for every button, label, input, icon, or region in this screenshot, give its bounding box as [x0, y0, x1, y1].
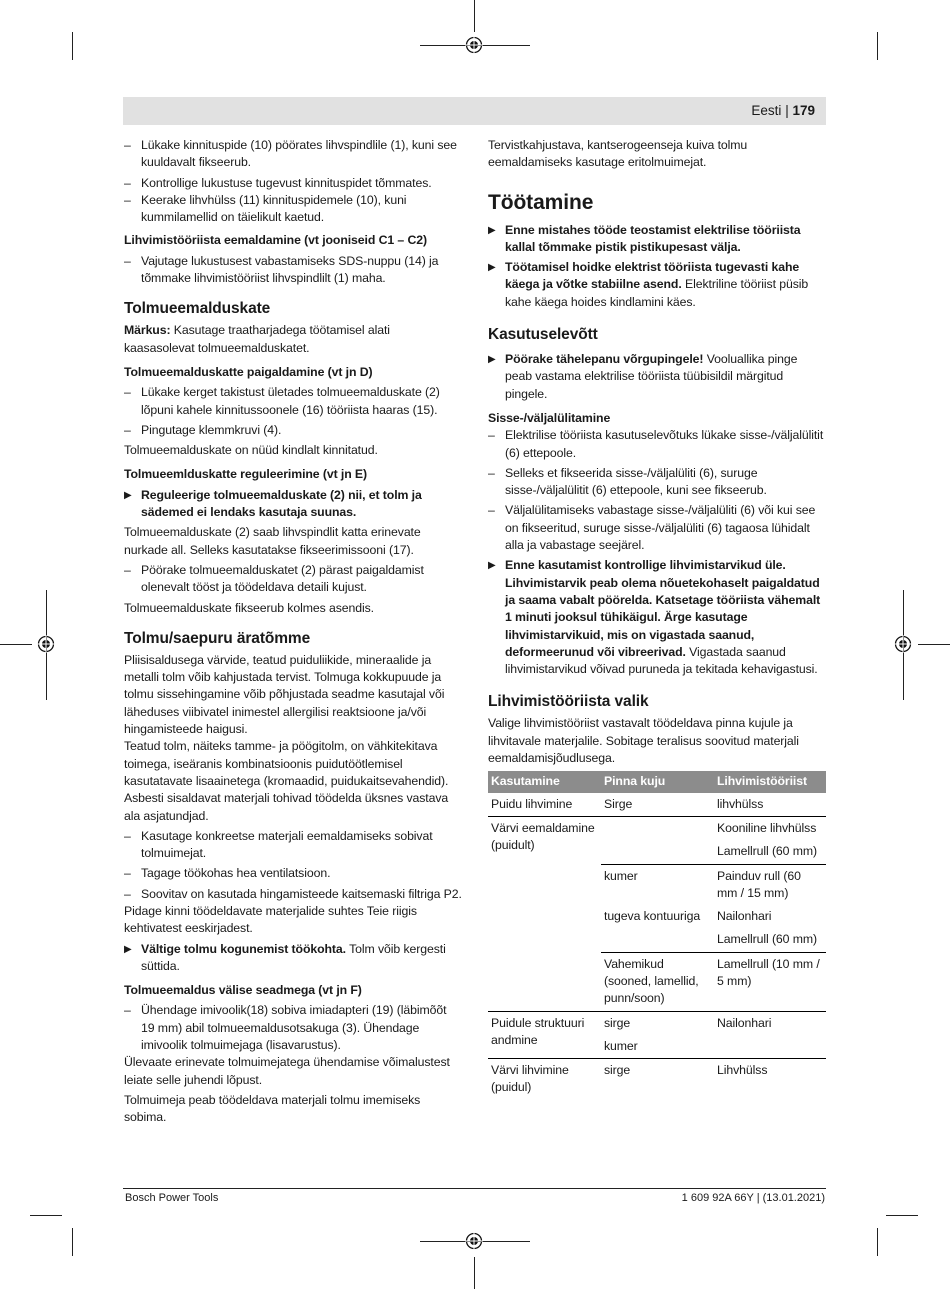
paragraph: Ülevaate erinevate tolmuimejatega ühendamise võimalustest leiate selle juhendi lõpust. — [124, 1055, 450, 1087]
footer-brand: Bosch Power Tools — [125, 1192, 219, 1204]
crop-mark — [474, 0, 475, 32]
header-separator: | — [785, 103, 789, 118]
crop-mark — [474, 1257, 475, 1289]
table-cell — [601, 928, 714, 952]
header-language: Eesti — [751, 103, 782, 118]
heading-work: Töötamine — [488, 190, 594, 214]
subheading-remove: Lihvimistööriista eemaldamine (vt jooniseid C1 – C2) — [124, 233, 427, 248]
registration-mark-icon — [465, 1232, 483, 1250]
table-cell: Puidule struktuuri andmine — [491, 1015, 585, 1047]
right-column — [488, 137, 826, 1100]
table-cell: Painduv rull (60 mm / 15 mm) — [714, 864, 826, 905]
list-item: – Lükake kinnituspide (10) pöörates lihvspindlile (1), kuni see kuuldavalt fikseerub. — [124, 138, 457, 170]
registration-mark-icon — [465, 36, 483, 54]
page-number: 179 — [792, 103, 815, 118]
note: Märkus: Kasutage traatharjadega töötamisel alati kaasasolevat tolmueemalduskatet. — [124, 323, 390, 355]
subheading-adjust: Tolmueemlduskatte reguleerimine (vt jn E) — [124, 467, 368, 482]
table-cell: Lamellrull (10 mm / 5 mm) — [714, 952, 826, 1011]
list-item: – Soovitav on kasutada hingamisteede kaitsemaski filtriga P2. — [124, 886, 462, 901]
warning-item: ▶ Pöörake tähelepanu võrgupingele! Vooluallika pinge peab vastama elektrilise tööriista tüübisildil märgitud pingele. — [488, 352, 798, 401]
paragraph: Tolmuimeja peab töödeldava materjali tolmu imemiseks sobima. — [124, 1092, 421, 1125]
subheading-switch: Sisse-/väljalülitamine — [488, 410, 611, 425]
crop-mark — [72, 1228, 73, 1256]
table-cell — [714, 1035, 826, 1059]
table-cell: sirge — [604, 1063, 631, 1078]
paragraph: Tolmueemalduskate (2) saab lihvspindlit katta erinevate nurkade all. Selleks kasutatakse fikseerimissooni (17). — [124, 525, 421, 557]
left-column — [124, 137, 462, 1127]
list-item: – Pöörake tolmueemalduskatet (2) pärast paigaldamist olenevalt tööst ja töödeldava detaili kujust. — [124, 562, 424, 595]
crop-mark — [877, 32, 878, 60]
list-item: – Väljalülitamiseks vabastage sisse-/väljalüliti (6) või kui see on fikseeritud, suruge sisse-/väljalüliti (6) tagaosa lühidalt alla ja vabastage seejärel. — [488, 503, 816, 553]
paragraph: Valige lihvimistööriist vastavalt töödeldava pinna kujule ja lihvitavale materjalile. Sobitage teralisus soovitud materjali eemaldamisjõudlusega. — [488, 716, 799, 766]
table-cell: kumer — [604, 1038, 638, 1053]
list-item: – Selleks et fikseerida sisse-/väljalüliti (6), suruge sisse-/väljalülitit (6) ettepoole, kuni see fikseerub. — [488, 465, 767, 498]
tool-selection-table — [488, 771, 826, 1099]
table-cell: Värvi lihvimine (puidul) — [491, 1063, 569, 1095]
table-cell: Lamellrull (60 mm) — [717, 844, 818, 859]
page-header — [751, 103, 815, 118]
registration-mark-icon — [894, 635, 912, 653]
heading-tool-choice: Lihvimistööriista valik — [488, 693, 649, 711]
table-header-row — [488, 771, 826, 792]
table-cell: Puidu lihvimine — [491, 796, 573, 811]
heading-start: Kasutuselevõtt — [488, 326, 598, 344]
footer-rule — [123, 1188, 826, 1189]
paragraph: Tolmueemalduskate on nüüd kindlalt kinnitatud. — [124, 443, 378, 458]
registration-mark-icon — [37, 635, 55, 653]
table-cell: lihvhülss — [717, 796, 764, 811]
list-item: – Kasutage konkreetse materjali eemaldamiseks sobivat tolmuimejat. — [124, 828, 433, 861]
list-item: – Ühendage imivoolik(18) sobiva imiadapteri (19) (läbimõõt 19 mm) abil tolmueemaldusotsakuga (3). Ühendage imivoolik tolmuimejaga (lisavarustus). — [124, 1003, 447, 1053]
list-item: – Lükake kerget takistust ületades tolmueemalduskate (2) lõpuni kahele kinnitussoonele (16) tööriista haaras (15). — [124, 385, 440, 417]
header-band — [123, 97, 826, 125]
crop-mark — [877, 1228, 878, 1256]
table-cell: Nailonhari — [717, 909, 772, 924]
table-cell: Lihvhülss — [717, 1063, 768, 1078]
footer-doc-number: 1 609 92A 66Y | (13.01.2021) — [681, 1192, 825, 1204]
crop-mark — [886, 1215, 918, 1216]
list-item: – Pingutage klemmkruvi (4). — [124, 422, 282, 437]
paragraph: Teatud tolm, näiteks tamme- ja pöögitolm, on vähkitekitava toimega, iseäranis kombinatsioonis puidutöötlemisel kasutatavate lisaainetega (kromaadid, puidukaitsevahendid). Asbesti sisaldavat materjali tohivad töödelda üksnes vastava ala asjatundjad. — [124, 739, 449, 823]
crop-mark — [30, 1215, 62, 1216]
table-cell: Lamellrull (60 mm) — [717, 932, 818, 947]
warning-item: ▶ Vältige tolmu kogunemist töökohta. Tolm võib kergesti süttida. — [124, 941, 446, 973]
list-item: – Kontrollige lukustuse tugevust kinnituspidet tõmmates. — [124, 175, 432, 190]
list-item: – Keerake lihvhülss (11) kinnituspidemele (10), kuni kummilamellid on täielikult kaetud. — [124, 192, 407, 225]
table-cell: kumer — [601, 864, 714, 905]
crop-mark — [72, 32, 73, 60]
list-item: – Tagage töökohas hea ventilatsioon. — [124, 866, 331, 881]
table-row — [488, 1011, 826, 1035]
list-item: – Elektrilise tööriista kasutuselevõtuks lükake sisse-/väljalülitit (6) ettepoole. — [488, 428, 824, 460]
warning-item: ▶ Enne mistahes tööde teostamist elektrilise tööriista kallal tõmmake pistik pistikupesast välja. — [488, 222, 801, 254]
warning-item: ▶ Enne kasutamist kontrollige lihvimistarvikud üle. Lihvimistarvik peab olema nõuetekohaselt paigaldatud ja saama vabalt pöörelda. Katsetage tööriista vähemalt 1 minuti jooksul tühikäigul. Ärge kasutage lihvimistarvikuid, mis on vigastada saanud, deformeerunud või vibreerivad. Vigastada saanud lihvimistarvikud võivad puruneda ja tekitada kehavigastusi. — [488, 558, 821, 677]
table-row — [488, 793, 826, 817]
table-cell: tugeva kontuuriga — [604, 909, 701, 924]
crop-mark — [0, 644, 32, 645]
table-header-cell: Lihvimistööriist — [714, 771, 826, 792]
table-cell — [601, 816, 714, 840]
table-cell: Sirge — [604, 796, 633, 811]
paragraph: Tolmueemalduskate fikseerub kolmes asendis. — [124, 600, 374, 615]
crop-mark — [918, 644, 950, 645]
table-row — [488, 1059, 826, 1100]
table-row — [488, 816, 826, 840]
paragraph: Pliisisaldusega värvide, teatud puiduliikide, mineraalide ja metalli tolm võib kahjustada tervist. Tolmuga kokkupuude ja tolmu sissehingamine võib põhjustada seadme kasutajal või läheduses viibivatel inimestel allergilisi reaktsioone ja/või hingamisteede haigusi. — [124, 652, 445, 737]
list-item: – Vajutage lukustusest vabastamiseks SDS-nuppu (14) ja tõmmake lihvimistööriist lihvspindlilt (1) maha. — [124, 253, 439, 286]
paragraph: Pidage kinni töödeldavate materjalide suhtes Teie riigis kehtivatest eeskirjadest. — [124, 903, 417, 936]
subheading-mount: Tolmueemalduskatte paigaldamine (vt jn D) — [124, 364, 373, 379]
subheading-external: Tolmueemaldus välise seadmega (vt jn F) — [124, 983, 362, 998]
table-cell: sirge — [604, 1015, 631, 1030]
table-cell: Vahemikud (sooned, lamellid, punn/soon) — [601, 952, 714, 1011]
warning-item: ▶ Töötamisel hoidke elektrist tööriista tugevasti kahe käega ja võtke stabiilne asend. Elektriline tööriist püsib kahe käega hoides kindlamini käes. — [488, 260, 809, 309]
paragraph: Tervistkahjustava, kantserogeenseja kuiva tolmu eemaldamiseks kasutage eritolmuimejat. — [488, 138, 748, 170]
heading-dust-cover: Tolmueemalduskate — [124, 300, 271, 318]
table-cell — [601, 840, 714, 864]
table-header-cell: Kasutamine — [488, 771, 601, 792]
table-header-cell: Pinna kuju — [601, 771, 714, 792]
heading-dust-extraction: Tolmu/saepuru äratõmme — [124, 629, 311, 647]
warning-item: ▶ Reguleerige tolmueemalduskate (2) nii, et tolm ja sädemed ei lendaks kasutaja suunas. — [124, 487, 422, 520]
table-cell: Nailonhari — [717, 1015, 772, 1030]
table-cell: Kooniline lihvhülss — [717, 820, 817, 835]
table-cell: Värvi eemaldamine (puidult) — [491, 820, 595, 853]
